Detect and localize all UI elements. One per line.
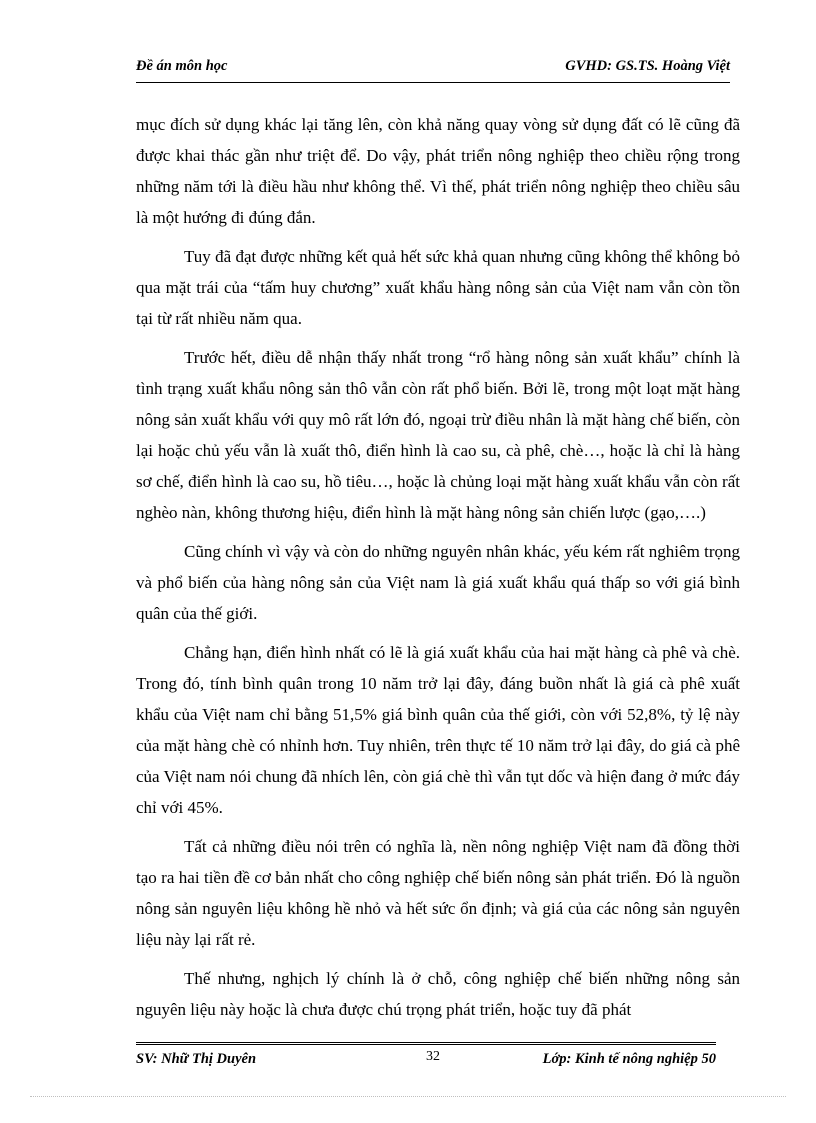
footer-student-name: SV: Nhữ Thị Duyên: [136, 1051, 257, 1067]
header-supervisor: GVHD: GS.TS. Hoàng Việt: [565, 58, 730, 74]
paragraph-7: Thế nhưng, nghịch lý chính là ở chỗ, công nghiệp chế biến những nông sản nguyên liệu này hoặc là chưa được chú trọng phát triển, hoặc tuy đã phát: [136, 969, 740, 1019]
page-number: 32: [426, 1049, 440, 1064]
header-course-title: Đề án môn học: [136, 58, 228, 74]
paragraph-4: Cũng chính vì vậy và còn do những nguyên nhân khác, yếu kém rất nghiêm trọng và phổ biến của hàng nông sản của Việt nam là giá xuất khẩu quá thấp so với giá bình quân của thế giới.: [136, 542, 740, 623]
paragraph-2: Tuy đã đạt được những kết quả hết sức khả quan nhưng cũng không thể không bỏ qua mặt trái của “tấm huy chương” xuất khẩu hàng nông sản của Việt nam vẫn còn tồn tại từ rất nhiều năm qua.: [136, 247, 740, 328]
paragraph-1: mục đích sử dụng khác lại tăng lên, còn khả năng quay vòng sử dụng đất có lẽ cũng đã được khai thác gần như triệt để. Do vậy, phát triển nông nghiệp theo chiều rộng trong những năm tới là điều hầu như không thể. Vì thế, phát triển nông nghiệp theo chiều sâu là một hướng đi đúng đắn.: [136, 115, 740, 227]
footer-class-name: Lớp: Kinh tế nông nghiệp 50: [542, 1051, 716, 1067]
page-header: [136, 54, 730, 83]
page-footer: [136, 1042, 716, 1079]
paragraph-6: Tất cả những điều nói trên có nghĩa là, nền nông nghiệp Việt nam đã đồng thời tạo ra hai tiền đề cơ bản nhất cho công nghiệp chế biến nông sản phát triển. Đó là nguồn nông sản nguyên liệu không hề nhỏ và hết sức ổn định; và giá của các nông sản nguyên liệu này lại rất rẻ.: [136, 837, 740, 949]
page-bottom-divider: [30, 1096, 786, 1097]
paragraph-3: Trước hết, điều dễ nhận thấy nhất trong “rổ hàng nông sản xuất khẩu” chính là tình trạng xuất khẩu nông sản thô vẫn còn rất phổ biến. Bởi lẽ, trong một loạt mặt hàng nông sản xuất khẩu với quy mô rất lớn đó, ngoại trừ điều nhân là mặt hàng chế biến, còn lại hoặc chủ yếu vẫn là xuất thô, điển hình là cao su, cà phê, chè…, hoặc là chỉ là hàng sơ chế, điển hình là cao su, hồ tiêu…, hoặc là chủng loại mặt hàng xuất khẩu vẫn còn rất nghèo nàn, không thương hiệu, điển hình là mặt hàng nông sản chiến lược (gạo,….): [136, 348, 740, 522]
paragraph-5: Chẳng hạn, điển hình nhất có lẽ là giá xuất khẩu của hai mặt hàng cà phê và chè. Trong đó, tính bình quân trong 10 năm trở lại đây, đáng buồn nhất là giá cà phê xuất khẩu của Việt nam chỉ bằng 51,5% giá bình quân của thế giới, còn với 52,8%, tỷ lệ này của mặt hàng chè có nhỉnh hơn. Tuy nhiên, trên thực tế 10 năm trở lại đây, do giá cà phê của Việt nam nói chung đã nhích lên, còn giá chè thì vẫn tụt dốc và hiện đang ở mức đáy chỉ với 45%.: [136, 643, 740, 817]
document-body: [136, 109, 740, 1033]
